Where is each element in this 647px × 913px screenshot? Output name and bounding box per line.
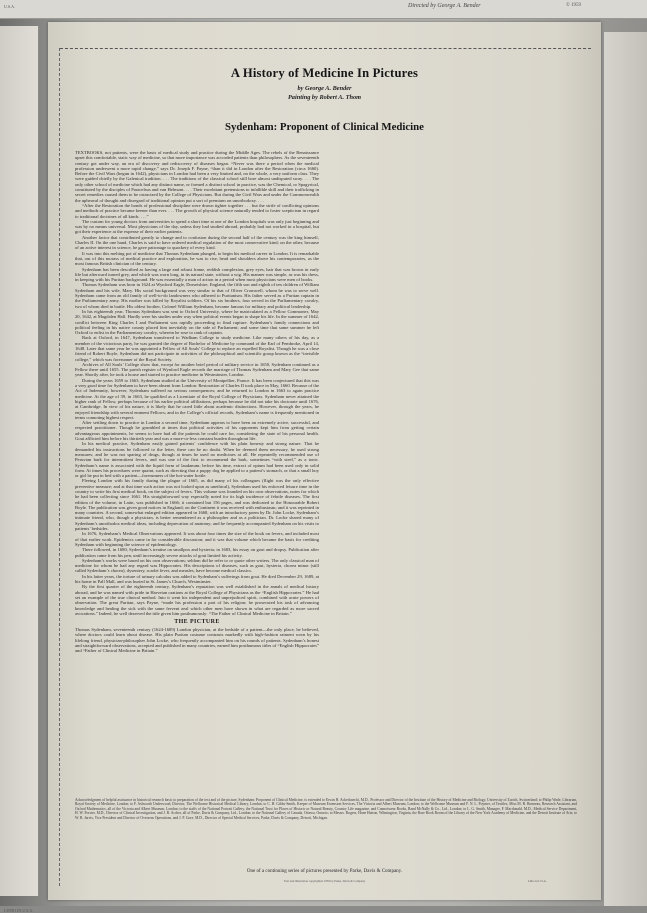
top-credit: Directed by George A. Bender	[408, 3, 481, 9]
top-number: © 1959	[566, 3, 582, 8]
paragraph: Fleeing London with his family during the plague of 1665, as did many of his colleagues (flight was the only effective preventive measure; and at that time such action was not looked upon as unethical), Sydenham used his enforced leisure time in the country to write his first medical book, on the subject of fevers. This volume was founded on his own observations, notes for which he had been collecting since 1661. His straightforward way especially noted for its high incidence of febrile diseases. The first edition of the volume, in Latin, was published in 1666; it contained but 156 pages, and was dedicated to the Honourable Robert Boyle. The publication was given good notices in England; on the Continent it was received with enthusiasm; and it was reprinted in many countries. A second, somewhat enlarged edition appeared in 1668, with an introductory poem by Dr. John Locke, Sydenham’s intimate friend, who, though a physician, is better remembered as a philosopher and as a politician. Dr. Locke shared many of Sydenham’s unorthodox medical ideas, including deprecation of anatomy; and he frequently accompanied Sydenham on his visits to patients’ bedsides.	[75, 478, 319, 532]
paragraph: Sydenham’s works were based on his own observations; seldom did he refer to or quote other writers. The only classical man of medicine for whom he had any regard was Hippocrates. His descriptions of diseases, such as gout, hysteria, chorea minor (still called Sydenham’s chorea), dysentery, scarlet fever, and measles, have become medical classics.	[75, 557, 319, 574]
copyright-line: Text and illustration copyrighted 1959 by Parke, Davis & Company	[283, 879, 366, 883]
perforation-top	[60, 48, 591, 49]
paragraph: In 1676, Sydenham’s Medical Observations appeared. It was about four times the size of the book on fevers, and included most of that earlier work. Epidemics came in for considerable discussion; and it was that volume which became the basis for crediting Sydenham with beginning the science of epidemiology.	[75, 531, 319, 547]
perforation-left	[59, 48, 60, 886]
document-title: A History of Medicine In Pictures	[230, 66, 419, 80]
side-card-right	[604, 32, 647, 906]
series-footer: One of a continuing series of pictures presented by Parke, Davis & Company.	[246, 869, 403, 874]
paragraph: TEXTBOOKS, not patients, were the basis of medical study and practice during the Middle Ages. The rebels of the Renaissance upset this comfortable, static way of medicine, so that more importance was accorded patients than philosophers. As the seventeenth century got under way, an era of discovery and rediscovery of diseases began. “Never was there a period when the medical profession underwent a more rapid change,” says Dr. Joseph F. Payne, “than it did in London after the Restoration (circa 1660). Before the Civil Wars (begun in 1642), physicians in London had been a very limited and, on the whole, a very uniform class. They were guided chiefly by the Galenical tradition. . . . The traditions of the classical school still bore almost undisputed sway. . . . The only other school of medicine which had any distinct name, or formed a distinct school in practice, was the Chemical, or Spagyrical, constituted by the disciples of Paracelsus and van Helmont. . . . Their exorbitant pretensions to infallible skill and their trafficking in secret remedies caused them to be ostracized by the College of Physicians. But during the Civil Wars and under the Commonwealth the upheaval of thought and disregard of traditional opinion put a sort of premium on unorthodoxy. . . .	[75, 150, 319, 203]
paragraph: Thomas Sydenham was born in 1624 at Wynford Eagle, Dorsetshire, England, the fifth son and eighth of ten children of William Sydenham and his wife, Mary. His social background was very similar to that of Oliver Cromwell, whom he was to serve well. Sydenham came from an old family of well-to-do landowners who adhered to Puritanism. His father served as a Puritan captain in the Parliamentary army. His mother was killed by Royalist soldiers. Of his six brothers, four served in the Parliamentary cavalry, two of whom died in battle. His oldest brother, Colonel William Sydenham, became famous for military and political leadership.	[75, 282, 319, 309]
paragraph: Archives of All Souls’ College show that, except for another brief period of military service in 1650, Sydenham continued as a Fellow there until 1655. The parish register of Wynford Eagle records the marriage of Thomas Sydenham and Mary Gee that same year. Shortly after, he took a house and started to practice medicine in Westminster, London.	[75, 361, 319, 378]
document-subtitle: Sydenham: Proponent of Clinical Medicine	[225, 121, 424, 133]
paragraph: Sydenham has been described as having a large and robust frame, reddish complexion, grey eyes, hair that was brown in early life but afterward turned grey, and which was worn long, in its natural state, without a wig. His manner was simple, as was his dress, in keeping with his Puritan background. He was essentially a man of action in a period when most physicians were men of books.	[75, 266, 319, 283]
paragraph: During the years 1659 to 1663, Sydenham studied at the University of Montpellier, France. It has been conjectured that this was a very good time for Sydenham to have been absent from London: Restoration of Charles II took place in May, 1660. Because of the Act of Indemnity, however, Sydenham suffered no serious consequences; and he returned to London in 1663 to again practice medicine. At the age of 39, in 1663, he qualified as a Licentiate of the Royal College of Physicians. Sydenham never attained the higher rank of Fellow, perhaps because of his earlier political affiliations, perhaps because he did not take his doctorate until 1676, at Cambridge. In view of his nature, it is likely that he cared little about academic distinctions. However, through the years, he enjoyed friendship with several eminent Fellows; and in the College’s official records, Sydenham’s name is frequently mentioned in terms connoting highest respect.	[75, 377, 319, 420]
paragraph: It was into this melting pot of medicine that Thomas Sydenham plunged, to begin his medical career in London. It is remarkable that, out of this morass of medical practice and exploration, he was to rise, head and shoulders above his contemporaries, as the most famous British clinician of the century.	[75, 250, 319, 267]
side-card-left	[0, 26, 39, 913]
footer-code: Litho in U.S.A.	[528, 879, 547, 883]
picture-paragraph: Thomas Sydenham, seventeenth century (1624-1689) London physician, at the bedside of a patient—the only place, he believed, where doctors could learn about disease. His plain Puritan costume contrasts markedly with high-fashion raiment worn by his lifelong friend, physician-philosopher John Locke, who frequently accompanied him on his rounds of patients. Sydenham’s honest and straightforward observations, accepted and published in many countries, earned him posthumous titles of “English Hippocrates” and “Father of Clinical Medicine in Britain.”	[75, 627, 319, 654]
paragraph: After settling down to practice in London a second time, Sydenham appears to have been an extremely active, successful, and respected practitioner. Though he grumbled at times that political activities of his opponents kept him from getting certain advantageous appointments, he seems to have had all the patients he could care for, considering the state of his personal health. Gout afflicted him before his thirtieth year and was a more-or-less constant burden throughout life.	[75, 420, 319, 442]
top-left-code: U.S.A.	[4, 4, 16, 9]
acknowledgment: Acknowledgment of helpful assistance in historical research basic to preparation of the text and of the picture, Sydenham: Proponent of Clinical Medicine, is extended to Erwin H. Ackerknecht, M.D., Professor and Director of the Institute of the History of Medicine and Biology, University of Zurich, Switzerland; to Philip Wade, Librarian, Royal Society of Medicine, London; to F. Ashworth Underwood, Director, The Wellcome Historical Medical Library, London; to C. H. Gibbs-Smith, Keeper of Museum Extension Services, The Victoria and Albert Museum, London; to the Wellcome Museum and F. N. L. Poynter, of Textiles, Miss M. B. Bonneau, Research Assistant, and Oxford Mathematics, all of the Victoria and Albert Museum, London; to the staffs of the National Portrait Gallery, the National Trust for Places of Historic or Natural Beauty, Country Life magazine, and Connoisseur Books, Rand McNally & Co., Ltd., London; to L. G. Smith, Manager, F. Macdonald, M.D., Medical Service Department, H. W. Forster, M.D., Director of Clinical Investigation, and J. R. Archer, all of Parke, Davis & Company, Ltd., London; to the National Gallery of Canada, Ottawa, Ontario; to Messrs. Rogers, Hone Hutton, Wilmington, Virginia, the Rare Book Room of the Library of the New York Academy of Medicine, and the Detroit Institute of Arts; to W. R. Jarvis, Vice President and Director of Overseas Operations, and J. P. Gore, M.D., Director of Special Medical Services, Parke, Davis & Company, Detroit, Michigan.	[75, 798, 577, 820]
top-strip	[0, 0, 647, 19]
paragraph: Another factor that contributed greatly to change and to confusion during the second half of the century was the king himself, Charles II. On the one hand, Charles is said to have ordered medical regulation of the most conservative kind; on the other, because of an active interest in science, he gave patronage to quackery of every kind.	[75, 234, 319, 251]
paragraph: In his latter years, the torture of urinary calculus was added to Sydenham’s sufferings from gout. He died December 29, 1689, at his home in Pall Mall, and was buried in St. James’s Church, Westminster.	[75, 573, 319, 585]
picture-heading: THE PICTURE	[174, 619, 220, 626]
side-litho: LITHO IN U.S.A.	[4, 908, 34, 913]
painting-credit: Painting by Robert A. Thom	[287, 94, 362, 101]
paragraph: Back at Oxford, in 1647, Sydenham transferred to Wadham College to study medicine. Like many others of his day, as a member of the victorious party, he was granted the degree of Bachelor of Medicine by command of the Earl of Pembroke, April 14, 1648. Later that same year he was appointed a Fellow of All Souls’ College to replace an expelled Royalist. Though he was a close friend of Robert Boyle, Sydenham did not participate in activities of the philosophical and scientific group known as the “invisible college,” which was forerunner of the Royal Society.	[75, 335, 319, 362]
article-body	[75, 150, 577, 790]
paragraph: “After the Restoration the bonds of professional discipline were drawn tighter together . . . but the strife of conflicting opinions and methods of practice became keener than ever. . . . The growth of physical science naturally tended to foster scepticism in regard to traditional doctrines of all kinds. . . .”	[75, 202, 319, 219]
paragraph: In his eighteenth year, Thomas Sydenham was sent to Oxford University, where he matriculated as a Fellow Commoner, May 20, 1642, at Magdalen Hall. Hardly were his studies under way when political events began to shape his life. In the summer of 1642, conflict between King Charles I and Parliament was rapidly proceeding to final rupture. Sydenham’s family connections and political feeling in his native county placed him inevitably on the side of Parliament; and some time that same summer he left Oxford to enlist in the Parliamentary cavalry, wherein he rose to rank of captain.	[75, 308, 319, 336]
document-page	[48, 22, 601, 900]
paragraph: The custom for young doctors from universities to spend a short time at one of the London hospitals was only just beginning and was by no means universal. Most physicians of the day, unless they had studied abroad, probably had not worked in a hospital, but got their experience at the expense of their earlier patients.	[75, 218, 319, 235]
paragraph: By the first quarter of the eighteenth century, Sydenham’s reputation was well established in the annals of medical history abroad, and he was named with pride in Harveian orations at the Royal College of Physicians as the “English Hippocrates.” He had set an example of the true clinical method. Into it went his independent and unprejudiced spirit, combined with acute powers of observation. The great Puritan, says Payne, “made his profession a part of his religion; he prosecuted his task of advancing knowledge and healing the sick with the same fervent zeal which other men have shown in what are regarded as more sacred avocations.” Indeed, he well deserved the title given him posthumously: “The Father of Clinical Medicine in Britain.”	[75, 584, 319, 616]
paragraph: In his medical practice, Sydenham easily gained patients’ confidence with his plain honesty and strong nature. That he demanded his instructions be followed to the letter, there can be no doubt. When he deemed them necessary, he used strong measures; and he was not sparing of drugs, though at times he used no medicines at all. He repeatedly recommended use of Peruvian bark for intermittent fevers, and was one of the first to recommend the bark, sometimes “with steel,” as a tonic. Sydenham’s name is associated with the liquid form of laudanum; before his time, extract of opium had been used only in solid form. At times his procedures were quaint, such as directing that a puppy dog be applied to a patient’s stomach, or that a small boy or girl be put in bed with a patient—forerunners of the hot-water bottle.	[75, 441, 319, 479]
paragraph: There followed, in 1680, Sydenham’s treatise on smallpox and hysteria; in 1683, his essay on gout and dropsy. Publication after publication came from his pen, until increasingly severe attacks of gout limited his activity.	[75, 547, 319, 558]
byline: by George A. Bender	[297, 85, 352, 92]
